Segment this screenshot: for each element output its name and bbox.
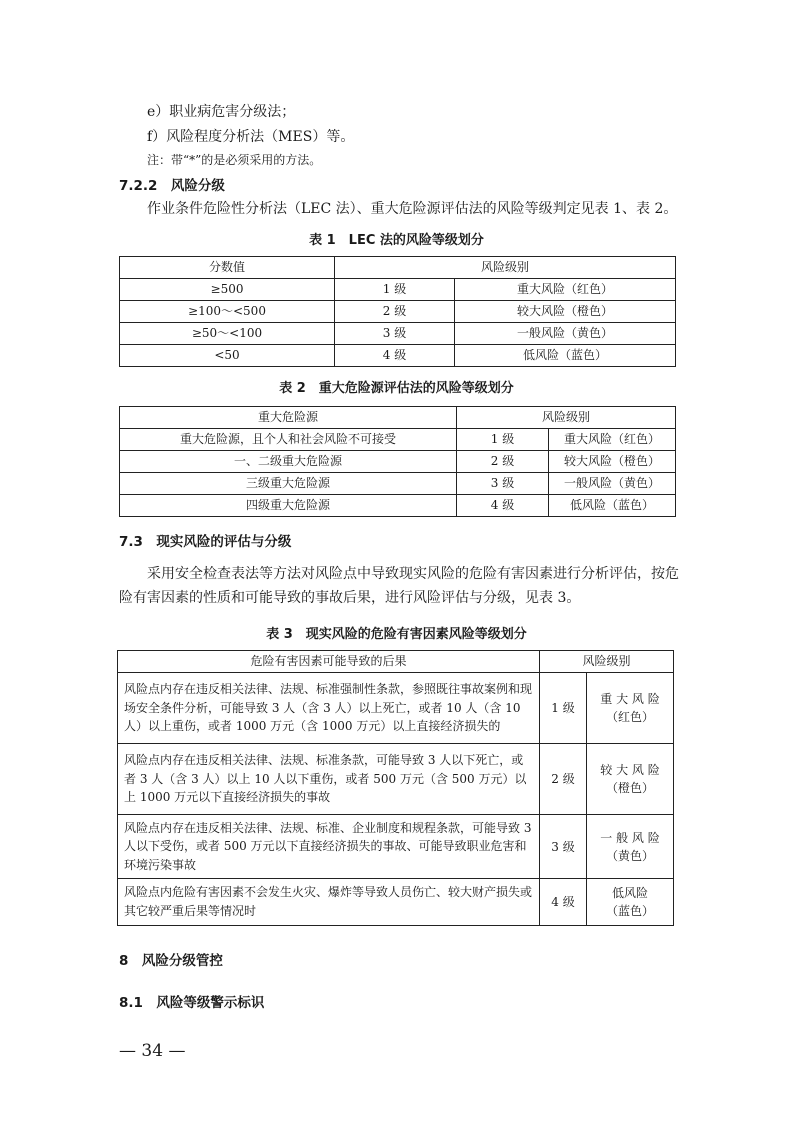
table3-header-level: 风险级别 — [540, 651, 674, 673]
table-row — [120, 429, 676, 451]
table-row — [120, 279, 676, 301]
table2-header-level: 风险级别 — [457, 407, 676, 429]
table3-cell-level: 4 级 — [540, 879, 587, 926]
table1-cell-risk: 较大风险（橙色） — [455, 301, 676, 323]
table1-cell-level: 3 级 — [335, 323, 455, 345]
table3-risk-color: （橙色） — [606, 781, 655, 795]
section-7-2-2-body: 作业条件危险性分析法（LEC 法）、重大危险源评估法的风险等级判定见表 1、表 2。 — [147, 201, 678, 217]
table3-risk-color: （蓝色） — [606, 904, 655, 918]
table1-cell-risk: 一般风险（黄色） — [455, 323, 676, 345]
table-row — [120, 473, 676, 495]
section-7-3-body-line1: 采用安全检查表法等方法对风险点中导致现实风险的危险有害因素进行分析评估，按危 — [147, 566, 679, 582]
table2-cell-risk: 一般风险（黄色） — [549, 473, 676, 495]
table3 — [117, 650, 674, 926]
table3-cell-level: 1 级 — [540, 673, 587, 744]
table3-cell-consequence: 风险点内存在违反相关法律、法规、标准条款，可能导致 3 人以下死亡，或者 3 人（含 3 人）以上 10 人以下重伤，或者 500 万元（含 500 万元）以上 1000 万元以下直接经济损失的事故 — [118, 744, 540, 815]
table-row — [118, 673, 674, 744]
table1-cell-risk: 重大风险（红色） — [455, 279, 676, 301]
list-item-f: f）风险程度分析法（MES）等。 — [147, 129, 355, 145]
table-row — [120, 301, 676, 323]
table-row — [120, 345, 676, 367]
table2-cell-level: 1 级 — [457, 429, 549, 451]
table1-cell-score: <50 — [120, 345, 335, 367]
table3-header-consequence: 危险有害因素可能导致的后果 — [118, 651, 540, 673]
table3-risk-name: 较 大 风 险 — [600, 763, 660, 777]
table2-cell-risk: 低风险（蓝色） — [549, 495, 676, 517]
table3-header-row — [118, 651, 674, 673]
table2-header-source: 重大危险源 — [120, 407, 457, 429]
table3-cell-consequence: 风险点内存在违反相关法律、法规、标准、企业制度和规程条款，可能导致 3 人以下受伤，或者 500 万元以下直接经济损失的事故、可能导致职业危害和环境污染事故 — [118, 815, 540, 879]
table2-cell-source: 一、二级重大危险源 — [120, 451, 457, 473]
table3-cell-risk — [587, 815, 674, 879]
table1-cell-level: 2 级 — [335, 301, 455, 323]
list-item-e: e）职业病危害分级法； — [147, 104, 296, 120]
table2-cell-level: 4 级 — [457, 495, 549, 517]
section-heading-7-2-2: 7.2.2 风险分级 — [119, 178, 225, 194]
table2-caption: 表 2 重大危险源评估法的风险等级划分 — [279, 381, 514, 396]
table1-header-row — [120, 257, 676, 279]
table1-caption: 表 1 LEC 法的风险等级划分 — [309, 233, 484, 248]
table1-cell-risk: 低风险（蓝色） — [455, 345, 676, 367]
table2-cell-level: 2 级 — [457, 451, 549, 473]
table3-risk-color: （黄色） — [606, 848, 655, 863]
table3-caption: 表 3 现实风险的危险有害因素风险等级划分 — [266, 627, 527, 642]
section-heading-8-1: 8.1 风险等级警示标识 — [119, 995, 265, 1011]
page-number: — 34 — — [119, 1041, 186, 1061]
table2-cell-source: 重大危险源，且个人和社会风险不可接受 — [120, 429, 457, 451]
table3-cell-consequence: 风险点内危险有害因素不会发生火灾、爆炸等导致人员伤亡、较大财产损失或其它较严重后果等情况时 — [118, 879, 540, 926]
table3-risk-color: （红色） — [606, 710, 655, 724]
table1-header-level: 风险级别 — [335, 257, 676, 279]
table2 — [119, 406, 676, 517]
table1-header-score: 分数值 — [120, 257, 335, 279]
table1 — [119, 256, 676, 367]
table1-cell-score: ≥50～<100 — [120, 323, 335, 345]
table3-risk-name: 一 般 风 险 — [600, 830, 660, 845]
table3-cell-risk — [587, 744, 674, 815]
table3-risk-name: 低风险 — [612, 886, 649, 900]
table-row — [118, 879, 674, 926]
table1-cell-level: 4 级 — [335, 345, 455, 367]
table-row — [120, 495, 676, 517]
table2-cell-source: 三级重大危险源 — [120, 473, 457, 495]
note-text: 注：带“*”的是必须采用的方法。 — [147, 153, 322, 167]
table2-cell-risk: 较大风险（橙色） — [549, 451, 676, 473]
table3-cell-level: 2 级 — [540, 744, 587, 815]
table-row — [118, 815, 674, 879]
section-heading-7-3: 7.3 现实风险的评估与分级 — [119, 534, 292, 550]
table2-cell-risk: 重大风险（红色） — [549, 429, 676, 451]
table3-cell-risk — [587, 673, 674, 744]
table3-cell-level: 3 级 — [540, 815, 587, 879]
table2-cell-level: 3 级 — [457, 473, 549, 495]
section-heading-8: 8 风险分级管控 — [119, 953, 223, 969]
table-row — [118, 744, 674, 815]
table-row — [120, 323, 676, 345]
table3-cell-risk — [587, 879, 674, 926]
table3-cell-consequence: 风险点内存在违反相关法律、法规、标准强制性条款，参照既往事故案例和现场安全条件分析，可能导致 3 人（含 3 人）以上死亡，或者 10 人（含 10 人）以上重伤，或者 1000 万元（含 1000 万元）以上直接经济损失的 — [118, 673, 540, 744]
table1-cell-score: ≥500 — [120, 279, 335, 301]
table2-header-row — [120, 407, 676, 429]
table2-cell-source: 四级重大危险源 — [120, 495, 457, 517]
table3-risk-name: 重 大 风 险 — [600, 692, 660, 706]
table-row — [120, 451, 676, 473]
table1-cell-score: ≥100～<500 — [120, 301, 335, 323]
table1-cell-level: 1 级 — [335, 279, 455, 301]
section-7-3-body-line2: 险有害因素的性质和可能导致的事故后果，进行风险评估与分级，见表 3。 — [119, 590, 581, 606]
